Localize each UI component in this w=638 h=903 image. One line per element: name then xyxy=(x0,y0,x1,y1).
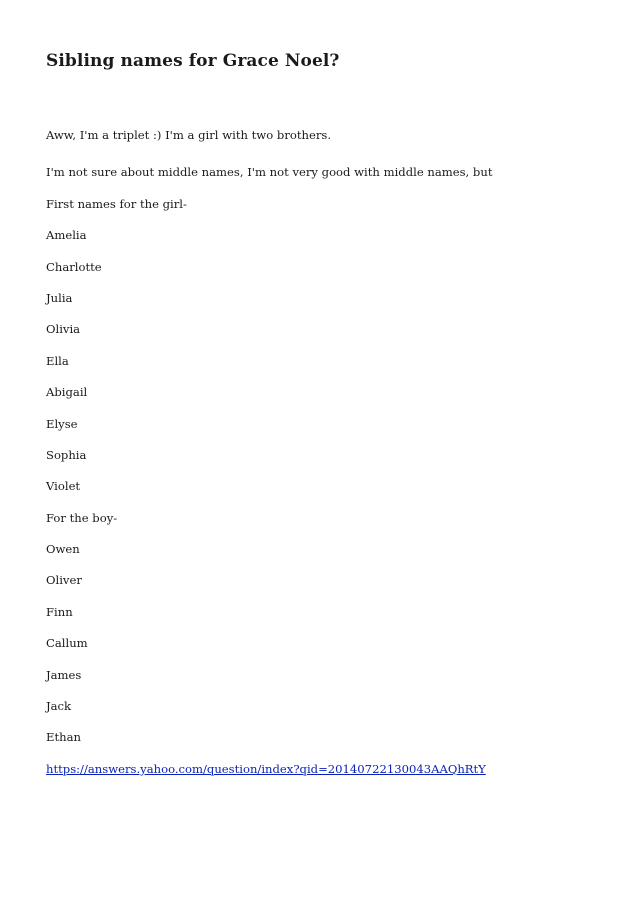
girl-name-item: Abigail xyxy=(46,385,88,399)
source-link-line xyxy=(46,761,486,777)
girl-name-item: Elyse xyxy=(46,417,78,431)
girl-name-item: Amelia xyxy=(46,228,87,242)
intro-text: Aww, I'm a triplet :) I'm a girl with two brothers. xyxy=(46,128,332,142)
girl-name-item: Julia xyxy=(46,291,73,305)
boy-names-heading: For the boy- xyxy=(46,511,118,525)
boy-name-item: Ethan xyxy=(46,730,81,744)
boy-name-item: James xyxy=(46,668,82,682)
boy-name-item: Callum xyxy=(46,636,88,650)
girl-name-item: Olivia xyxy=(46,322,81,336)
girl-name-item: Sophia xyxy=(46,448,87,462)
girl-name-item: Charlotte xyxy=(46,260,102,274)
boy-name-item: Oliver xyxy=(46,573,82,587)
girl-name-item: Violet xyxy=(46,479,81,493)
boy-name-item: Jack xyxy=(46,699,72,713)
middle-names-note: I'm not sure about middle names, I'm not very good with middle names, but xyxy=(46,165,493,179)
girl-name-item: Ella xyxy=(46,354,69,368)
girl-names-heading: First names for the girl- xyxy=(46,197,187,211)
boy-name-item: Finn xyxy=(46,605,73,619)
source-link[interactable]: https://answers.yahoo.com/question/index?qid=20140722130043AAQhRtY xyxy=(46,762,486,776)
boy-name-item: Owen xyxy=(46,542,80,556)
page-title: Sibling names for Grace Noel? xyxy=(46,51,340,71)
